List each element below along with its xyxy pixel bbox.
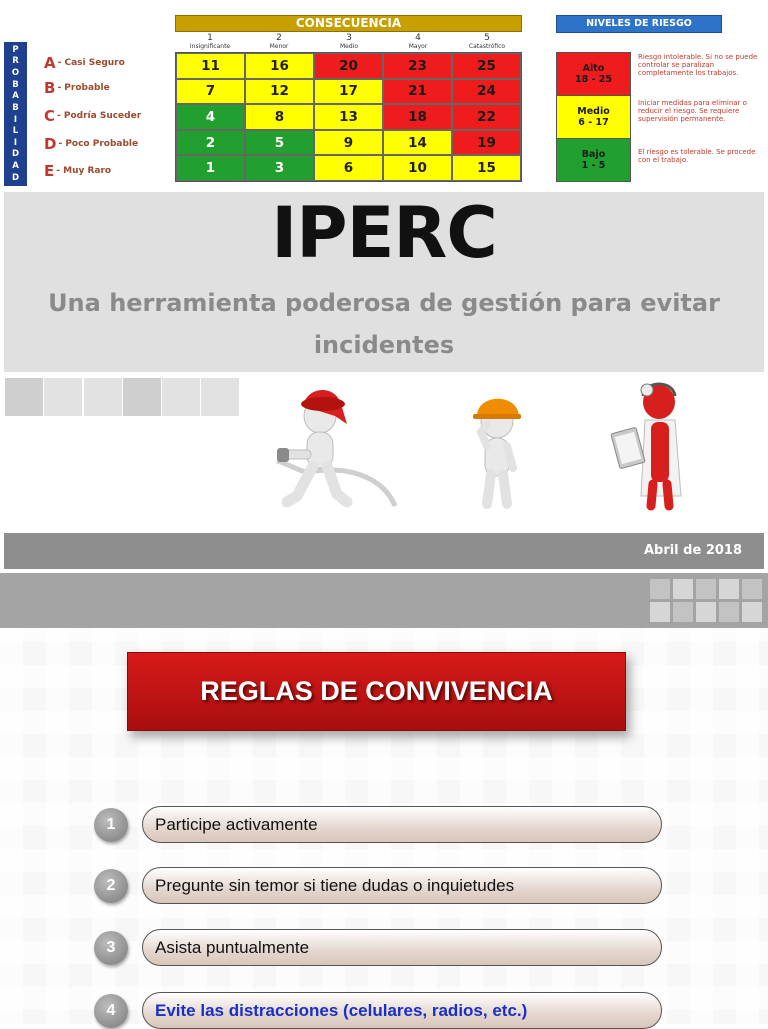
- row-label-c: C - Podría Suceder: [44, 106, 142, 125]
- risk-matrix-figure: [0, 0, 768, 192]
- deco-square: [673, 579, 693, 599]
- matrix-cell: 8: [245, 104, 314, 130]
- level-box-medio: Medio 6 - 17: [556, 95, 631, 139]
- reglas-title: REGLAS DE CONVIVENCIA: [200, 676, 553, 706]
- deco-square: [162, 378, 200, 416]
- deco-square: [201, 378, 239, 416]
- rule-item-participe: Participe activamente: [142, 806, 662, 843]
- matrix-cell: 15: [452, 155, 521, 181]
- worker-figure: [473, 399, 521, 504]
- level-desc-bajo: El riesgo es tolerable. Se procede con el trabajo.: [638, 148, 756, 165]
- probabilidad-letter: R: [12, 56, 19, 67]
- matrix-cell: 23: [383, 53, 452, 79]
- date-bar: [4, 533, 764, 569]
- row-label-d: D - Poco Probable: [44, 134, 139, 153]
- deco-square: [696, 579, 716, 599]
- column-header-3: 3 Medio: [339, 33, 358, 50]
- row-label-e: E - Muy Raro: [44, 161, 112, 180]
- deco-square: [5, 378, 43, 416]
- probabilidad-letter: P: [12, 44, 19, 55]
- rule-item-evite: Evite las distracciones (celulares, radios, etc.): [142, 992, 662, 1029]
- consecuencia-header: CONSECUENCIA: [175, 15, 522, 32]
- deco-square: [673, 602, 693, 622]
- deco-square: [719, 579, 739, 599]
- level-box-bajo: Bajo 1 - 5: [556, 138, 631, 182]
- column-header-2: 2 Menor: [269, 33, 289, 50]
- column-header-1: 1 Insignificante: [189, 33, 231, 50]
- doctor-figure: [611, 384, 681, 506]
- deco-square: [696, 602, 716, 622]
- matrix-cell: 1: [176, 155, 245, 181]
- probabilidad-letter: I: [13, 114, 18, 125]
- column-header-5: 5 Catastrófico: [468, 33, 506, 50]
- matrix-cell: 2: [176, 130, 245, 156]
- rule-number-badge: 3: [94, 931, 128, 965]
- niveles-de-riesgo-header: NIVELES DE RIESGO: [556, 15, 722, 33]
- level-desc-alto: Riesgo intolerable. Si no se puede controlar se paralizan completamente los trabajos.: [638, 53, 758, 78]
- matrix-cell: 12: [245, 79, 314, 105]
- matrix-cell: 7: [176, 79, 245, 105]
- deco-square: [84, 378, 122, 416]
- matrix-cell: 9: [314, 130, 383, 156]
- slide-header-band: [0, 573, 768, 628]
- column-header-4: 4 Mayor: [408, 33, 428, 50]
- matrix-cell: 17: [314, 79, 383, 105]
- matrix-cell: 25: [452, 53, 521, 79]
- level-box-alto: Alto 18 - 25: [556, 52, 631, 96]
- probabilidad-letter: B: [12, 102, 19, 113]
- presentation-date: Abril de 2018: [643, 543, 742, 558]
- safety-figures-illustration: [255, 376, 755, 516]
- matrix-cell: 18: [383, 104, 452, 130]
- matrix-cell: 21: [383, 79, 452, 105]
- probabilidad-letter: D: [11, 149, 20, 160]
- page-title: IPERC: [271, 192, 497, 274]
- rule-number-badge: 1: [94, 808, 128, 842]
- rules-slide: [0, 573, 768, 1024]
- probabilidad-vertical-label: [4, 42, 27, 186]
- row-label-b: B - Probable: [44, 78, 110, 97]
- reglas-title-box: [127, 652, 626, 731]
- rule-number-badge: 2: [94, 869, 128, 903]
- matrix-cell: 3: [245, 155, 314, 181]
- matrix-cell: 22: [452, 104, 521, 130]
- matrix-cell: 5: [245, 130, 314, 156]
- deco-square: [650, 602, 670, 622]
- row-label-a: A - Casi Seguro: [44, 53, 125, 72]
- matrix-cell: 6: [314, 155, 383, 181]
- matrix-cell: 24: [452, 79, 521, 105]
- rule-number-badge: 4: [94, 994, 128, 1028]
- firefighter-figure: [277, 390, 395, 506]
- rule-item-pregunte: Pregunte sin temor si tiene dudas o inquietudes: [142, 867, 662, 904]
- probabilidad-letter: I: [13, 137, 18, 148]
- probabilidad-letter: A: [12, 91, 19, 102]
- page-subtitle: Una herramienta poderosa de gestión para evitar incidentes: [48, 289, 720, 359]
- matrix-cell: 19: [452, 130, 521, 156]
- rule-item-asista: Asista puntualmente: [142, 929, 662, 966]
- matrix-cell: 14: [383, 130, 452, 156]
- matrix-cell: 4: [176, 104, 245, 130]
- matrix-cell: 16: [245, 53, 314, 79]
- level-desc-medio: Iniciar medidas para eliminar o reducir el riesgo. Se requiere supervisión permanente.: [638, 99, 747, 124]
- probabilidad-letter: A: [12, 161, 19, 172]
- deco-square: [742, 579, 762, 599]
- deco-square: [123, 378, 161, 416]
- matrix-cell: 10: [383, 155, 452, 181]
- deco-square: [650, 579, 670, 599]
- matrix-cell: 20: [314, 53, 383, 79]
- probabilidad-letter: L: [12, 126, 19, 137]
- matrix-cell: 13: [314, 104, 383, 130]
- deco-square: [742, 602, 762, 622]
- deco-square: [44, 378, 82, 416]
- risk-matrix-grid: [175, 52, 522, 182]
- probabilidad-letter: O: [11, 67, 20, 78]
- probabilidad-letter: B: [12, 79, 19, 90]
- matrix-cell: 11: [176, 53, 245, 79]
- deco-square: [719, 602, 739, 622]
- probabilidad-letter: D: [11, 172, 20, 183]
